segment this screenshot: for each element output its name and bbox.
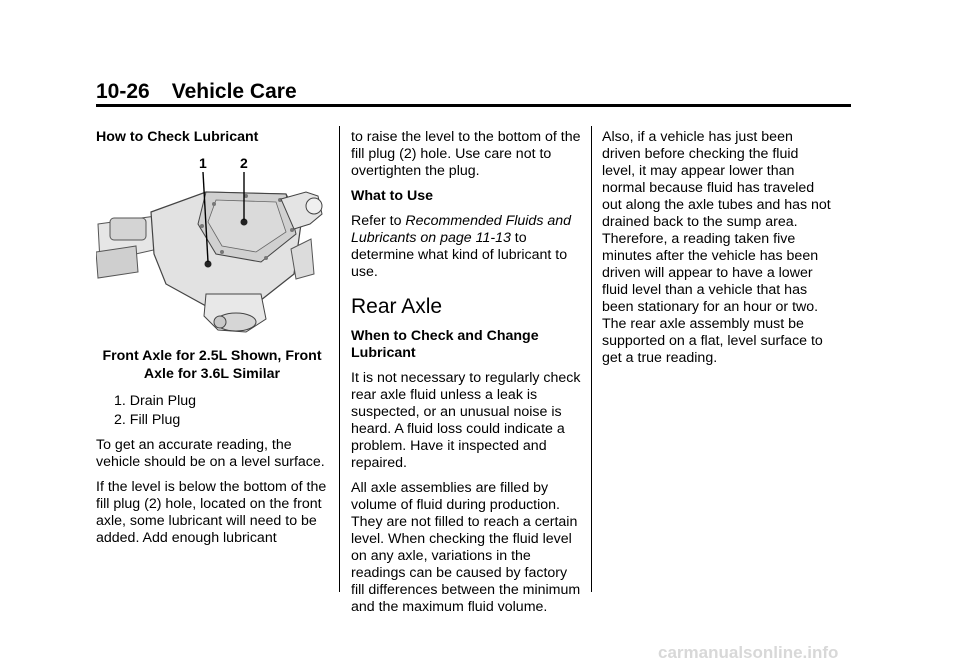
paragraph: It is not necessary to regularly check rear axle fluid unless a leak is suspected, or an unusual noise is heard. A fluid loss could indicate a problem. Have it inspected and repaired. bbox=[351, 370, 581, 471]
callout-2: 2 bbox=[240, 155, 248, 171]
when-to-check-heading: When to Check and Change Lubricant bbox=[351, 328, 539, 361]
paragraph: All axle assemblies are filled by volume of fluid during production. They are not filled to reach a certain level. When checking the fluid level on any axle, variations in the readings can be caused by factory fill differences between the minimum and the maximum fluid volume. bbox=[351, 480, 581, 615]
column-divider-1 bbox=[339, 126, 340, 592]
front-axle-illustration bbox=[96, 154, 328, 339]
column-1 bbox=[96, 129, 328, 555]
column-divider-2 bbox=[591, 126, 592, 592]
rear-axle-heading: Rear Axle bbox=[351, 295, 443, 318]
section-title: Vehicle Care bbox=[171, 80, 297, 103]
column-3 bbox=[602, 129, 834, 375]
header-rule bbox=[96, 104, 851, 107]
watermark: carmanualsonline.info bbox=[658, 643, 839, 662]
refer-prefix: Refer to bbox=[351, 213, 406, 229]
front-axle-figure bbox=[96, 154, 328, 339]
column-2 bbox=[351, 129, 583, 624]
paragraph: To get an accurate reading, the vehicle should be on a level surface. bbox=[96, 437, 325, 470]
paragraph bbox=[351, 213, 583, 281]
list-item: 2. Fill Plug bbox=[114, 412, 181, 428]
plug-list bbox=[96, 393, 328, 429]
what-to-use-heading: What to Use bbox=[351, 188, 433, 204]
figure-caption: Front Axle for 2.5L Shown, Front Axle for 3.6L Similar bbox=[102, 348, 322, 382]
recommended-fluids-link[interactable]: Recommended Fluids and Lubricants on page 11-13 bbox=[351, 213, 572, 246]
page-header bbox=[96, 80, 297, 104]
paragraph: to raise the level to the bottom of the fill plug (2) hole. Use care not to overtighten the plug. bbox=[351, 129, 581, 179]
list-item: 1. Drain Plug bbox=[114, 393, 197, 409]
paragraph: Also, if a vehicle has just been driven before checking the fluid level, it may appear lower than normal because fluid has traveled out along the axle tubes and has not drained back to the sump area. Therefore, a reading taken five minutes after the vehicle has been driven will appear to have a lower fluid level than a vehicle that has been stationary for an hour or two. The rear axle assembly must be supported on a flat, level surface to get a true reading. bbox=[602, 129, 831, 366]
refer-suffix: to determine what kind of lubricant to use. bbox=[351, 230, 568, 280]
callout-1: 1 bbox=[199, 155, 207, 171]
check-lubricant-heading: How to Check Lubricant bbox=[96, 129, 259, 145]
paragraph: If the level is below the bottom of the fill plug (2) hole, located on the front axle, some lubricant will need to be added. Add enough lubricant bbox=[96, 479, 327, 546]
page-number: 10-26 bbox=[96, 80, 150, 103]
